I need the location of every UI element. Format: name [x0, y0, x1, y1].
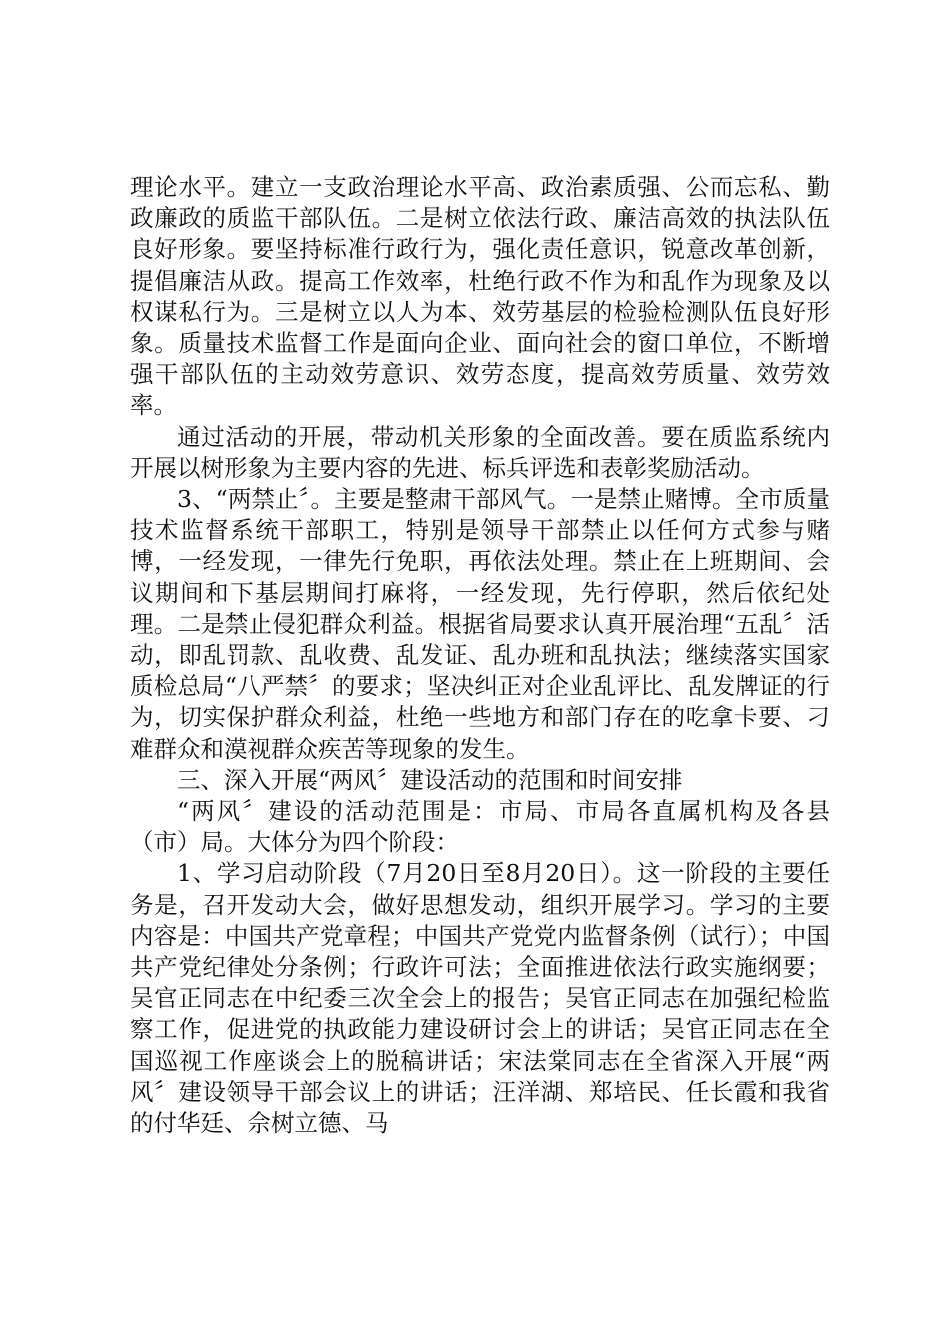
paragraph-5: “两风〞建设的活动范围是：市局、市局各直属机构及各县（市）局。大体分为四个阶段：: [130, 797, 830, 857]
section-heading-3: 三、深入开展“两风〞建设活动的范围和时间安排: [177, 765, 683, 794]
paragraph-1: 理论水平。建立一支政治理论水平高、政治素质强、公而忘私、勤政廉政的质监干部队伍。二是树立依法行政、廉洁高效的执法队伍良好形象。要坚持标准行政行为，强化责任意识，锐意改革创新，提倡廉洁从政。提高工作效率，杜绝行政不作为和乱作为现象及以权谋私行为。三是树立以人为本、效劳基层的检验检测队伍良好形象。质量技术监督工作是面向企业、面向社会的窗口单位，不断增强干部队伍的主动效劳意识、效劳态度，提高效劳质量、效劳效率。: [130, 173, 830, 420]
paragraph-2: 通过活动的开展，带动机关形象的全面改善。要在质监系统内开展以树形象为主要内容的先进、标兵评选和表彰奖励活动。: [130, 422, 830, 482]
paragraph-3: 3、“两禁止〞。主要是整肃干部风气。一是禁止赌博。全市质量技术监督系统干部职工，特别是领导干部禁止以任何方式参与赌博，一经发现，一律先行免职，再依法处理。禁止在上班期间、会议期间和下基层期间打麻将，一经发现，先行停职，然后依纪处理。二是禁止侵犯群众利益。根据省局要求认真开展治理“五乱〞活动，即乱罚款、乱收费、乱发证、乱办班和乱执法；继续落实国家质检总局“八严禁〞的要求；坚决纠正对企业乱评比、乱发牌证的行为，切实保护群众利益，杜绝一些地方和部门存在的吃拿卡要、刁难群众和漠视群众疾苦等现象的发生。: [130, 485, 830, 763]
document-body: [130, 172, 830, 1139]
paragraph-6: 1、学习启动阶段（7月20日至8月20日）。这一阶段的主要任务是，召开发动大会，做好思想发动，组织开展学习。学习的主要内容是：中国共产党章程；中国共产党党内监督条例（试行）；中国共产党纪律处分条例；行政许可法；全面推进依法行政实施纲要；吴官正同志在中纪委三次全会上的报告；吴官正同志在加强纪检监察工作，促进党的执政能力建设研讨会上的讲话；吴官正同志在全国巡视工作座谈会上的脱稿讲话；宋法棠同志在全省深入开展“两风〞建设领导干部会议上的讲话；汪洋湖、郑培民、任长霞和我省的付华廷、佘树立德、马: [130, 859, 830, 1138]
